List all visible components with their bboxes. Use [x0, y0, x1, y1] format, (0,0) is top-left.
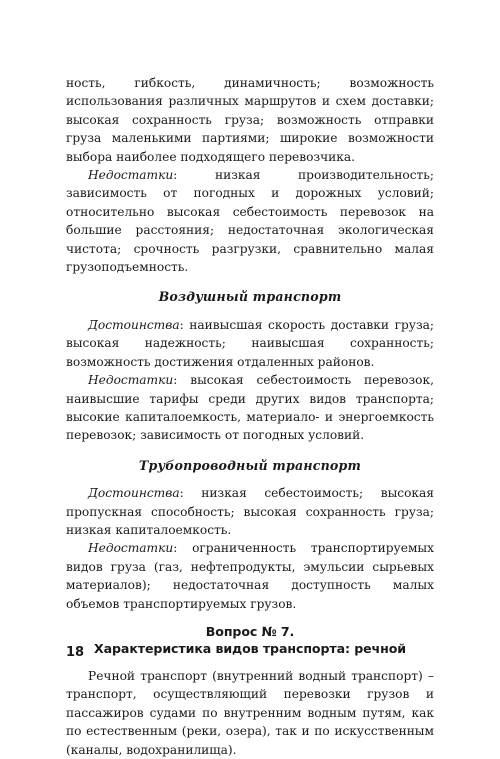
term-label: Недостатки: [88, 168, 174, 183]
page-body: [66, 74, 434, 759]
paragraph: [66, 539, 434, 613]
paragraph-text: : наивысшая скорость доставки груза; высокая надежность; наивысшая сохранность; возможность достижения отдаленных районов.: [66, 317, 434, 369]
paragraph: [66, 667, 434, 759]
term-label: Недостатки: [88, 373, 174, 388]
paragraph: [66, 316, 434, 371]
paragraph: [66, 166, 434, 276]
paragraph: [66, 484, 434, 539]
subsection-heading: Трубопроводный транспорт: [138, 457, 362, 473]
paragraph: [66, 371, 434, 445]
paragraph: [66, 74, 434, 166]
term-label: Достоинства: [88, 486, 180, 501]
section-heading-line: Характеристика видов транспорта: речной: [94, 640, 406, 656]
paragraph-text: : низкая производительность; зависимость от погодных и дорожных условий; относительно высокая себестоимость перевозок на большие расстояния; недостаточная экологическая чистота; срочность разгрузки, сравнительно малая грузоподъемность.: [66, 168, 434, 275]
term-label: Достоинства: [88, 317, 180, 332]
subsection-heading: Воздушный транспорт: [158, 289, 342, 305]
paragraph-text: : высокая себестоимость перевозок, наивысшие тарифы среди других видов транспорта; высокие капиталоемкость, материало- и энергоемкость перевозок; зависимость от погодных условий.: [66, 373, 434, 443]
term-label: Недостатки: [88, 541, 174, 556]
paragraph-text: : ограниченность транспортируемых видов груза (газ, нефтепродукты, эмульсии сырьевых материалов); недостаточная доступность малых объемов транспортируемых грузов.: [66, 541, 434, 611]
section-heading-line: Вопрос № 7.: [205, 623, 295, 639]
section-heading: [66, 623, 434, 657]
paragraph-text: ность, гибкость, динамичность; возможность использования различных маршрутов и схем доставки; высокая сохранность груза; возможность отправки груза маленькими партиями; широкие возможности выбора наиболее подходящего перевозчика.: [66, 76, 434, 164]
paragraph-text: : низкая себестоимость; высокая пропускная способность; высокая сохранность груза; низкая капиталоемкость.: [66, 486, 434, 537]
paragraph-text: Речной транспорт (внутренний водный транспорт) – транспорт, осуществляющий перевозки грузов и пассажиров судами по внутренним водным путям, как по естественным (реки, озера), так и по искусственным (каналы, водохранилища).: [66, 668, 434, 757]
page-number: 18: [66, 645, 85, 660]
